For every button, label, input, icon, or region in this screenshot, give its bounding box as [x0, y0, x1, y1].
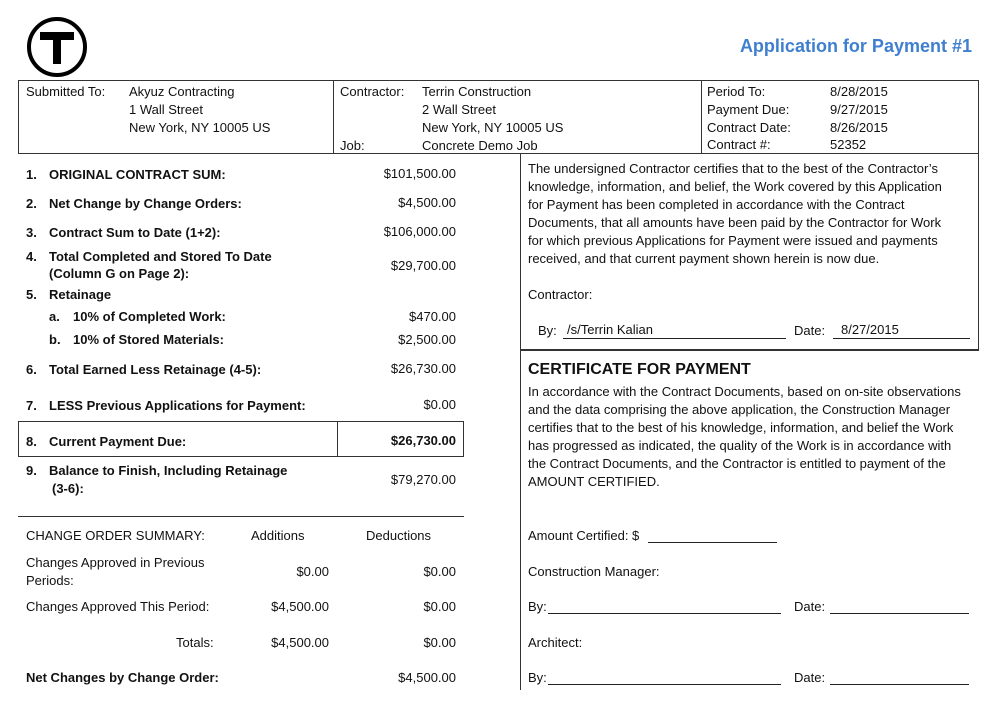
- amount-certified-field[interactable]: [648, 527, 777, 543]
- date-label: Date:: [794, 323, 826, 338]
- line-2-num: 2.: [26, 196, 37, 211]
- payment-due-value: 9/27/2015: [830, 102, 888, 117]
- line-3-num: 3.: [26, 225, 37, 240]
- line-6-value: $26,730.00: [390, 361, 456, 376]
- certification-text: [528, 160, 970, 268]
- contract-number-label: Contract #:: [707, 137, 771, 152]
- certificate-text: [528, 383, 970, 491]
- summary-divider: [18, 516, 464, 517]
- job-value: Concrete Demo Job: [422, 138, 538, 153]
- line-5b-label: 10% of Stored Materials:: [73, 332, 224, 347]
- totals-label: Totals:: [176, 635, 214, 650]
- line-1-label: ORIGINAL CONTRACT SUM:: [49, 167, 226, 182]
- additions-header: Additions: [251, 528, 305, 543]
- date-value: 8/27/2015: [841, 322, 899, 337]
- prev-changes-label-2: Periods:: [26, 573, 74, 588]
- by-label: By:: [538, 323, 557, 338]
- line-4-value: $29,700.00: [390, 258, 456, 273]
- line-9-label-2: (3-6):: [52, 481, 84, 496]
- line-2-value: $4,500.00: [398, 195, 456, 210]
- cm-by-label: By:: [528, 599, 547, 614]
- prev-changes-deductions: $0.00: [423, 564, 456, 579]
- net-changes-value: $4,500.00: [398, 670, 456, 685]
- cert-line-6: received, and that current payment shown herein is now due.: [528, 251, 880, 266]
- by-signature-value: /s/Terrin Kalian: [567, 322, 653, 337]
- mbta-t-logo-icon: [26, 16, 88, 78]
- page-title: Application for Payment #1: [739, 36, 972, 56]
- architect-by-field[interactable]: [548, 669, 781, 685]
- line-8-value: $26,730.00: [390, 433, 456, 448]
- line-5a-value: $470.00: [409, 309, 456, 324]
- contractor-line-3: New York, NY 10005 US: [422, 120, 564, 135]
- submitted-to-line-3: New York, NY 10005 US: [129, 120, 271, 135]
- line-4-num: 4.: [26, 249, 37, 264]
- net-changes-label: Net Changes by Change Order:: [26, 670, 219, 685]
- line-5a-num: a.: [49, 309, 60, 324]
- certificate-line-3: certifies that to the best of his knowledge, information, and belief the Work: [528, 420, 954, 435]
- logo: [26, 16, 88, 78]
- certificate-line-1: In accordance with the Contract Documents, based on on-site observations: [528, 384, 961, 399]
- submitted-to-line-1: Akyuz Contracting: [129, 84, 235, 99]
- line-9-value: $79,270.00: [390, 472, 456, 487]
- line-8-label: Current Payment Due:: [49, 434, 187, 449]
- this-period-additions: $4,500.00: [271, 599, 329, 614]
- cert-line-5: for which previous Applications for Payment were issued and payments: [528, 233, 938, 248]
- period-to-value: 8/28/2015: [830, 84, 888, 99]
- cm-by-field[interactable]: [548, 598, 781, 614]
- deductions-header: Deductions: [366, 528, 432, 543]
- line-7-label: LESS Previous Applications for Payment:: [49, 398, 306, 413]
- line-5a-label: 10% of Completed Work:: [73, 309, 226, 324]
- line-6-num: 6.: [26, 362, 37, 377]
- prev-changes-additions: $0.00: [296, 564, 329, 579]
- line-2-label: Net Change by Change Orders:: [49, 196, 242, 211]
- change-order-heading: CHANGE ORDER SUMMARY:: [26, 528, 205, 543]
- submitted-to-line-2: 1 Wall Street: [129, 102, 203, 117]
- certificate-line-2: and the data comprising the above application, the Construction Manager: [528, 402, 951, 417]
- line-7-value: $0.00: [423, 397, 456, 412]
- submitted-to-label: Submitted To:: [26, 84, 106, 99]
- this-period-label: Changes Approved This Period:: [26, 599, 210, 614]
- by-signature-field[interactable]: [563, 322, 786, 339]
- date-field[interactable]: [833, 322, 970, 339]
- totals-deductions: $0.00: [423, 635, 456, 650]
- cert-line-1: The undersigned Contractor certifies that to the best of the Contractor’s: [528, 161, 938, 176]
- payment-due-label: Payment Due:: [707, 102, 790, 117]
- line-5-label: Retainage: [49, 287, 112, 302]
- certificate-title: CERTIFICATE FOR PAYMENT: [528, 361, 751, 378]
- this-period-deductions: $0.00: [423, 599, 456, 614]
- line-4-label-1: Total Completed and Stored To Date: [49, 249, 272, 264]
- line-1-num: 1.: [26, 167, 37, 182]
- contract-date-value: 8/26/2015: [830, 120, 888, 135]
- certificate-line-6: AMOUNT CERTIFIED.: [528, 474, 660, 489]
- amount-certified-label: Amount Certified: $: [528, 528, 640, 543]
- contractor-signature-label: Contractor:: [528, 287, 593, 302]
- contractor-line-1: Terrin Construction: [422, 84, 532, 99]
- period-to-label: Period To:: [707, 84, 766, 99]
- contract-date-label: Contract Date:: [707, 120, 791, 135]
- line-5b-value: $2,500.00: [398, 332, 456, 347]
- contract-number-value: 52352: [830, 137, 867, 152]
- job-label: Job:: [340, 138, 365, 153]
- line-3-label: Contract Sum to Date (1+2):: [49, 225, 221, 240]
- prev-changes-label-1: Changes Approved in Previous: [26, 555, 205, 570]
- line-8-num: 8.: [26, 434, 37, 449]
- line-6-label: Total Earned Less Retainage (4-5):: [49, 362, 262, 377]
- totals-additions: $4,500.00: [271, 635, 329, 650]
- architect-by-label: By:: [528, 670, 547, 685]
- line-9-num: 9.: [26, 463, 37, 478]
- construction-manager-label: Construction Manager:: [528, 564, 660, 579]
- cm-date-field[interactable]: [830, 598, 969, 614]
- cm-date-label: Date:: [794, 599, 826, 614]
- contractor-label: Contractor:: [340, 84, 405, 99]
- line-4-label-2: (Column G on Page 2):: [49, 266, 190, 281]
- cert-line-3: for Payment has been completed in accordance with the Contract: [528, 197, 905, 212]
- architect-label: Architect:: [528, 635, 583, 650]
- line-9-label-1: Balance to Finish, Including Retainage: [49, 463, 288, 478]
- line-5-num: 5.: [26, 287, 37, 302]
- certificate-line-5: the Contract Documents, and the Contractor is entitled to payment of the: [528, 456, 946, 471]
- cert-line-4: Documents, that all amounts have been paid by the Contractor for Work: [528, 215, 942, 230]
- architect-date-label: Date:: [794, 670, 826, 685]
- cert-line-2: knowledge, information, and belief, the Work covered by this Application: [528, 179, 942, 194]
- line-3-value: $106,000.00: [383, 224, 456, 239]
- line-1-value: $101,500.00: [383, 166, 456, 181]
- certificate-line-4: has progressed as indicated, the quality of the Work is in accordance with: [528, 438, 952, 453]
- architect-date-field[interactable]: [830, 669, 969, 685]
- line-7-num: 7.: [26, 398, 37, 413]
- contractor-line-2: 2 Wall Street: [422, 102, 496, 117]
- line-5b-num: b.: [49, 332, 61, 347]
